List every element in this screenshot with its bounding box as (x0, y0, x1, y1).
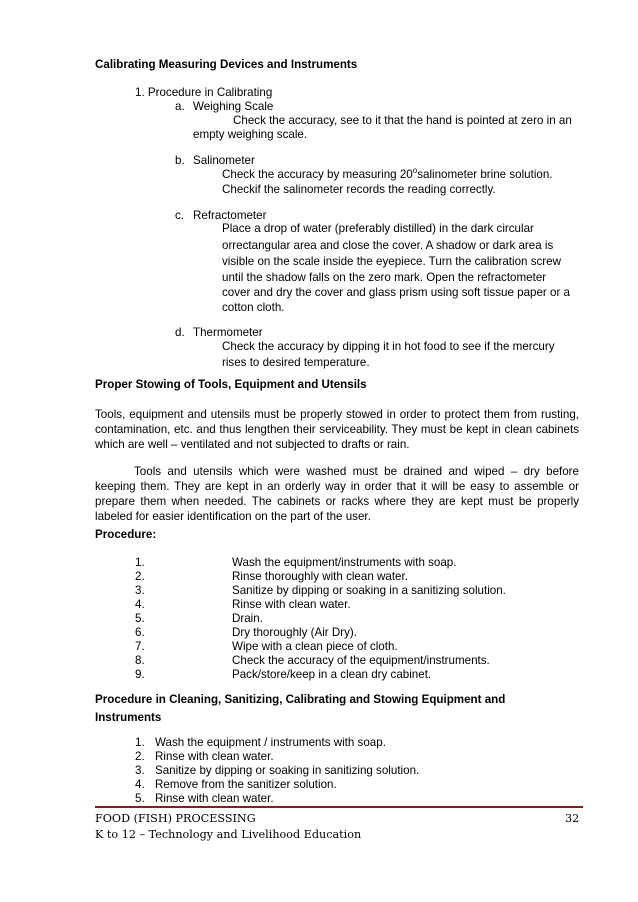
list-item-number: 4. (135, 778, 145, 791)
step-number: 2. (135, 570, 145, 583)
item-a-line2: empty weighing scale. (193, 128, 308, 141)
step-text: Wash the equipment/instruments with soap. (232, 556, 457, 569)
step-number: 5. (135, 612, 145, 625)
item-c-line5: cover and dry the cover and glass prism using soft tissue paper or a (222, 286, 570, 299)
step-text: Dry thoroughly (Air Dry). (232, 626, 357, 639)
item-c-label: c. (175, 209, 185, 222)
stowing-paragraph-2: Tools and utensils which were washed must be drained and wiped – dry before keeping them. They are kept in an orderly way in order that it will be easy to assemble or prepare them when needed. The cabinets or racks where they are kept must be properly labeled for easier identification on the part of the user. (95, 465, 579, 523)
step-text: Drain. (232, 612, 263, 625)
item-d-label: d. (175, 326, 185, 339)
item-b-line1: Check the accuracy by measuring 20$^o$salinometer brine solution. (222, 166, 553, 181)
item-b-line2: Checkif the salinometer records the reading correctly. (222, 183, 496, 196)
item-a-line1: Check the accuracy, see to it that the hand is pointed at zero in an (233, 114, 572, 127)
list-item-text: Remove from the sanitizer solution. (155, 778, 337, 791)
list-item-text: Sanitize by dipping or soaking in sanitizing solution. (155, 764, 420, 777)
step-number: 6. (135, 626, 145, 639)
stowing-paragraph-1: Tools, equipment and utensils must be properly stowed in order to protect them from rusting, contamination, etc. and thus lengthen their serviceability. They must be kept in clean cabinets which are well – ventilated and not subjected to drafts or rain. (95, 408, 579, 451)
list-item-number: 5. (135, 792, 145, 805)
item-a-label: a. (175, 100, 185, 113)
step-text: Wipe with a clean piece of cloth. (232, 640, 398, 653)
item-d-line2: rises to desired temperature. (222, 356, 370, 369)
step-number: 9. (135, 668, 145, 681)
item-b-label: b. (175, 154, 185, 167)
section-heading-calibrating: Calibrating Measuring Devices and Instruments (95, 58, 358, 71)
step-text: Sanitize by dipping or soaking in a sanitizing solution. (232, 584, 506, 597)
item-d-title: Thermometer (193, 326, 263, 339)
item-c-line6: cotton cloth. (222, 301, 285, 314)
item-c-line2: orrectangular area and close the cover. A shadow or dark area is (222, 239, 554, 252)
step-number: 8. (135, 654, 145, 667)
list-item-number: 1. (135, 736, 145, 749)
footer-course-title: FOOD (FISH) PROCESSING (95, 812, 256, 825)
item-c-line4: until the shadow falls on the zero mark. Open the refractometer (222, 271, 547, 284)
step-number: 4. (135, 598, 145, 611)
item-c-title: Refractometer (193, 209, 267, 222)
step-number: 1. (135, 556, 145, 569)
page-number: 32 (565, 812, 580, 825)
step-number: 7. (135, 640, 145, 653)
item-d-line1: Check the accuracy by dipping it in hot food to see if the mercury (222, 340, 555, 353)
item-a-title: Weighing Scale (193, 100, 274, 113)
step-text: Check the accuracy of the equipment/instruments. (232, 654, 490, 667)
step-text: Rinse thoroughly with clean water. (232, 570, 408, 583)
item-c-line3: visible on the scale inside the eyepiece. Turn the calibration screw (222, 255, 561, 268)
list-item-text: Rinse with clean water. (155, 750, 274, 763)
step-number: 3. (135, 584, 145, 597)
item-c-line1: Place a drop of water (preferably distilled) in the dark circular (222, 222, 534, 235)
section-heading-stowing: Proper Stowing of Tools, Equipment and Utensils (95, 378, 367, 391)
step-text: Rinse with clean water. (232, 598, 351, 611)
footer-rule (95, 806, 583, 808)
section-heading-cleaning-line2: Instruments (95, 711, 162, 724)
list-item-number: 2. (135, 750, 145, 763)
list-item-text: Rinse with clean water. (155, 792, 274, 805)
procedure-heading: Procedure: (95, 528, 157, 541)
section-heading-cleaning-line1: Procedure in Cleaning, Sanitizing, Calibrating and Stowing Equipment and (95, 693, 506, 706)
step-text: Pack/store/keep in a clean dry cabinet. (232, 668, 432, 681)
list-item-number: 3. (135, 764, 145, 777)
footer-program-title: K to 12 – Technology and Livelihood Education (95, 828, 362, 841)
item-b-title: Salinometer (193, 154, 255, 167)
list-item-text: Wash the equipment / instruments with soap. (155, 736, 386, 749)
procedure-title: 1. Procedure in Calibrating (135, 86, 273, 99)
